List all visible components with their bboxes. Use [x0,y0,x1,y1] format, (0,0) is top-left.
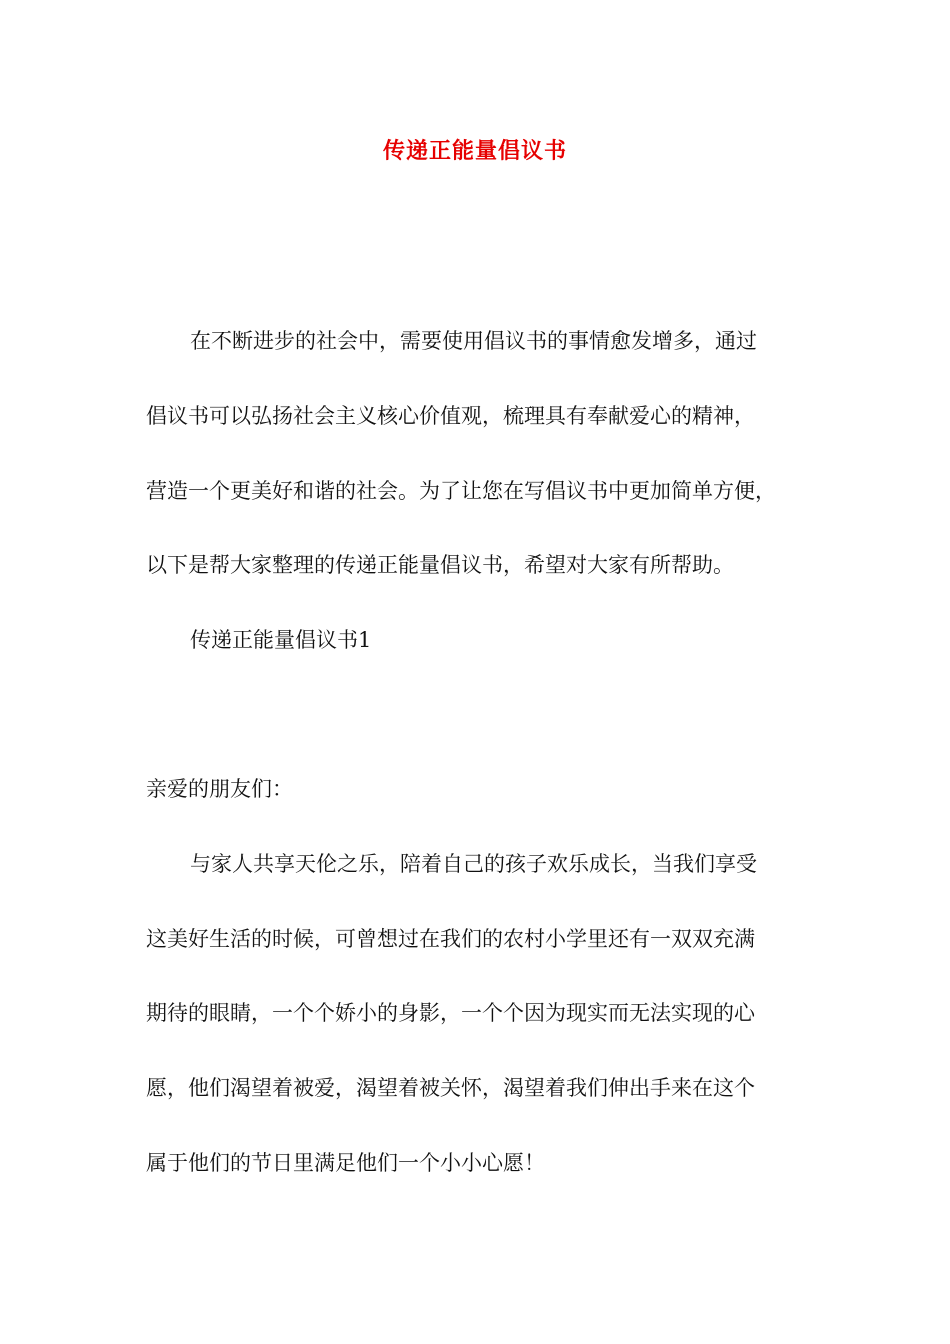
document-title: 传递正能量倡议书 [382,138,567,164]
intro-line-2: 倡议书可以弘扬社会主义核心价值观，梳理具有奉献爱心的精神， [146,404,755,428]
body-line-5: 属于他们的节日里满足他们一个小小心愿！ [146,1151,545,1175]
body-line-1: 与家人共享天伦之乐，陪着自己的孩子欢乐成长，当我们享受 [190,852,757,876]
section-heading: 传递正能量倡议书1 [190,628,372,652]
body-line-2: 这美好生活的时候，可曾想过在我们的农村小学里还有一双双充满 [146,927,755,951]
body-line-3: 期待的眼睛，一个个娇小的身影，一个个因为现实而无法实现的心 [146,1001,755,1025]
body-line-4: 愿，他们渴望着被爱，渴望着被关怀，渴望着我们伸出手来在这个 [146,1076,755,1100]
salutation: 亲爱的朋友们： [146,777,293,801]
intro-line-1: 在不断进步的社会中，需要使用倡议书的事情愈发增多，通过 [190,329,757,353]
intro-line-4: 以下是帮大家整理的传递正能量倡议书，希望对大家有所帮助。 [146,553,734,577]
intro-line-3: 营造一个更美好和谐的社会。为了让您在写倡议书中更加简单方便， [146,479,776,503]
